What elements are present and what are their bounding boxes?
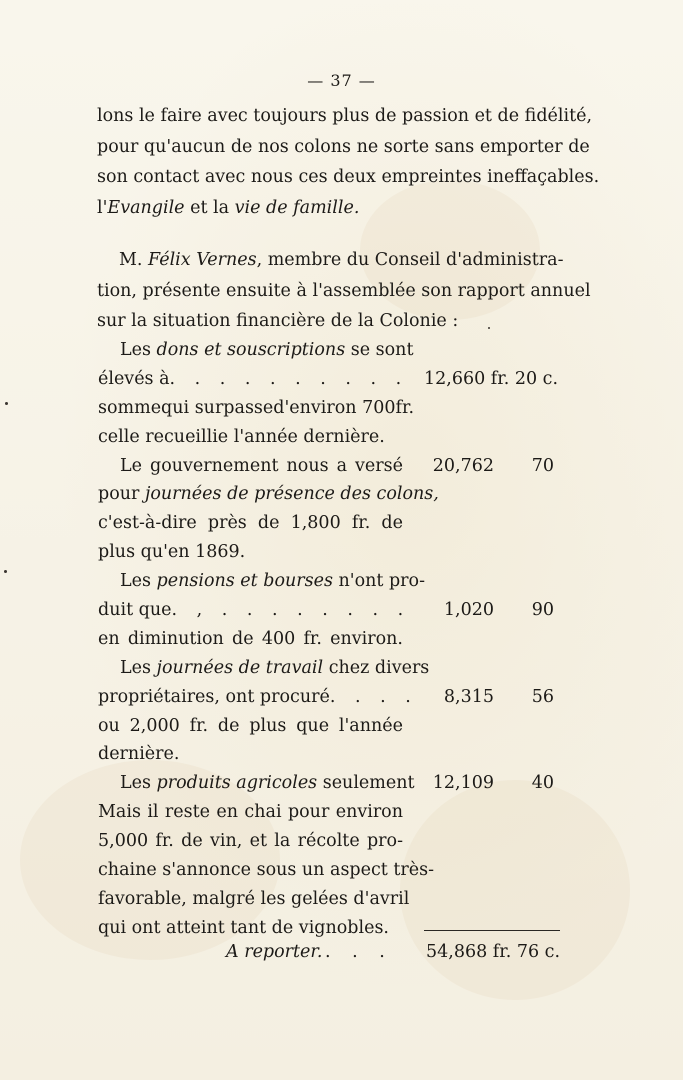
emphasis: journées de travail <box>156 657 324 678</box>
dot-leader: . . . . <box>329 686 418 707</box>
text-line: tion, présente ensuite à l'assemblée son rapport annuel <box>97 280 591 301</box>
emphasis: Evangile <box>107 197 185 218</box>
total-rule <box>424 930 560 931</box>
entry-line: Les journées de travail chez divers <box>120 657 430 678</box>
carry-forward-total: 54,868 fr. 76 c. <box>426 942 561 962</box>
financial-entries <box>98 340 568 947</box>
text-line: M. Félix Vernes, membre du Conseil d'administra- <box>119 250 564 270</box>
report-paragraph <box>97 245 591 337</box>
emphasis: vie de famille. <box>234 197 360 218</box>
entry-line: sommequi surpassed'environ 700fr. <box>98 397 415 418</box>
entry-line: celle recueillie l'année dernière. <box>98 426 385 447</box>
amount: 8,315 <box>443 686 494 707</box>
entry-line: duit que . , . . . . . . . . 1,020 90 <box>98 600 554 621</box>
entry-line: élevés à . . . . . . . . . . 12,660 fr. 20 c. <box>98 369 568 398</box>
amount: 20,762 <box>432 455 494 476</box>
emphasis: dons et souscriptions <box>156 340 346 360</box>
cents: 70 <box>531 455 554 476</box>
carry-forward-line <box>226 942 571 970</box>
cents: 90 <box>531 600 554 621</box>
page-number: — 37 — <box>307 71 376 90</box>
amount: 12,660 fr. 20 c. <box>424 368 559 389</box>
amount: 1,020 <box>443 600 494 621</box>
entry-line: Les dons et souscriptions se sont <box>120 340 414 360</box>
text-line: l'Evangile et la vie de famille. <box>97 197 360 218</box>
emphasis: pensions et bourses <box>156 571 333 592</box>
carry-forward-label: A reporter. <box>226 942 323 962</box>
entry-line: favorable, malgré les gelées d'avril <box>98 888 410 909</box>
entry-line: Les pensions et bourses n'ont pro- <box>120 571 426 592</box>
text-line: lons le faire avec toujours plus de passion et de fidélité, <box>97 106 593 126</box>
entry-line: 5,000 fr. de vin, et la récolte pro- <box>98 831 403 852</box>
entry-line: plus qu'en 1869. <box>98 542 246 563</box>
cents: 40 <box>531 773 554 794</box>
entry-line: Les produits agricoles seulement 12,109 40 <box>120 773 554 794</box>
ink-speck <box>5 402 8 405</box>
dot-leader: . . . . . . . . . . <box>169 368 409 389</box>
entry-line: pour journées de présence des colons, <box>98 484 439 505</box>
text-line: sur la situation financière de la Colonie : <box>97 311 459 331</box>
text-line: son contact avec nous ces deux empreintes ineffaçables. <box>97 167 600 187</box>
emphasis: produits agricoles <box>156 773 318 794</box>
amount: 12,109 <box>432 773 494 794</box>
entry-line: ou 2,000 fr. de plus que l'année <box>98 715 403 736</box>
entry-line: chaine s'annonce sous un aspect très- <box>98 860 435 881</box>
entry-line: qui ont atteint tant de vignobles. <box>98 917 389 938</box>
entry-line: Le gouvernement nous a versé 20,762 70 <box>120 455 554 476</box>
entry-line: Mais il reste en chai pour environ <box>98 802 403 823</box>
entry-line: propriétaires, ont procuré . . . . 8,315 56 <box>98 686 554 707</box>
entry-line: en diminution de 400 fr. environ. <box>98 628 403 649</box>
intro-paragraph <box>97 101 600 223</box>
text-line: pour qu'aucun de nos colons ne sorte sans emporter de <box>97 136 590 157</box>
entry-line: dernière. <box>98 744 180 765</box>
dot-leader: . . . <box>325 942 393 962</box>
emphasis: Félix Vernes <box>148 250 257 270</box>
cents: 56 <box>531 686 554 707</box>
entry-line: c'est-à-dire près de 1,800 fr. de <box>98 513 403 534</box>
emphasis: journées de présence des colons, <box>144 484 439 505</box>
ink-speck <box>4 570 7 573</box>
dot-leader: . , . . . . . . . . <box>171 600 411 621</box>
